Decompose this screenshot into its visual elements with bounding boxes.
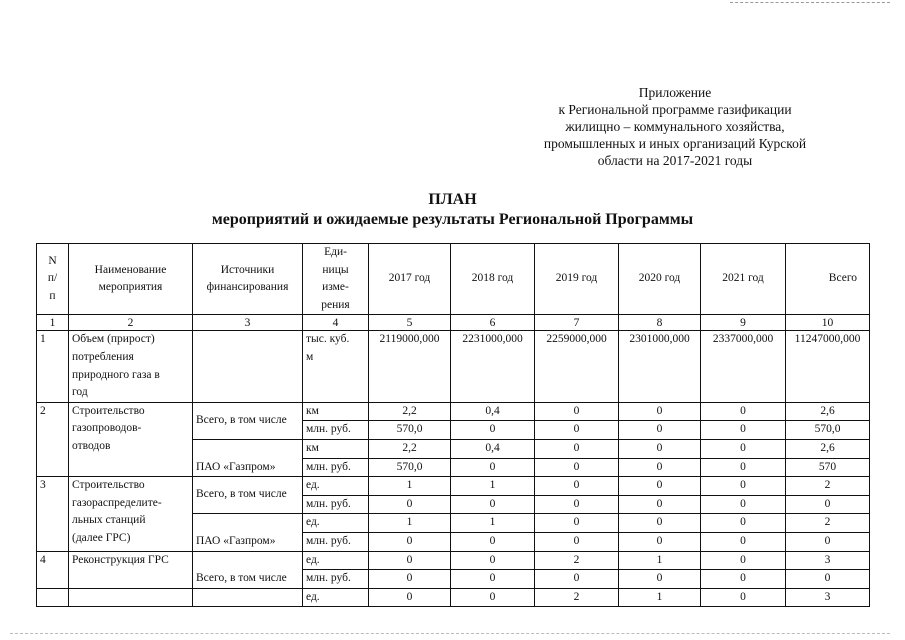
appendix-line: области на 2017-2021 годы [597, 153, 753, 168]
value-cell: 0,4 [451, 439, 535, 458]
value-cell: 0 [619, 421, 701, 440]
col-number: 9 [701, 315, 786, 331]
value-cell: 0 [619, 495, 701, 514]
value-cell: 0 [535, 495, 619, 514]
value-cell: 0 [535, 477, 619, 496]
value-cell: 570,0 [369, 421, 451, 440]
value-cell: 2 [786, 477, 870, 496]
row-unit: ед. [303, 588, 369, 607]
value-cell: 0 [619, 532, 701, 551]
row-name: Реконструкция ГРС [69, 551, 193, 588]
value-cell: 2259000,000 [535, 331, 619, 402]
row-name: Строительство газораспределите- льных станций (далее ГРС) [69, 477, 193, 551]
value-cell: 2,2 [369, 439, 451, 458]
row-name [69, 588, 193, 607]
row-source-all: Всего, в том числе [193, 477, 303, 514]
value-cell: 0 [535, 532, 619, 551]
table-row [37, 551, 870, 570]
value-cell: 0 [786, 570, 870, 589]
table-row [37, 477, 870, 496]
value-cell: 0 [451, 588, 535, 607]
value-cell: 0 [701, 514, 786, 533]
plan-table [36, 243, 870, 607]
row-num: 3 [37, 477, 69, 551]
row-unit: ед. [303, 514, 369, 533]
col-number: 7 [535, 315, 619, 331]
value-cell: 0 [619, 402, 701, 421]
row-unit: млн. руб. [303, 532, 369, 551]
col-number: 5 [369, 315, 451, 331]
value-cell: 0 [451, 421, 535, 440]
value-cell: 2 [535, 588, 619, 607]
value-cell: 0 [535, 402, 619, 421]
row-name: Объем (прирост) потребления природного газа в год [69, 331, 193, 402]
appendix-line: промышленных и иных организаций Курской [543, 136, 807, 151]
value-cell: 0 [786, 495, 870, 514]
header-2017: 2017 год [369, 244, 451, 315]
value-cell: 0 [701, 439, 786, 458]
bottom-dashed-line [10, 633, 890, 634]
title-line: ПЛАН [428, 191, 477, 208]
row-num: 1 [37, 331, 69, 402]
row-unit: км [303, 439, 369, 458]
col-number: 3 [193, 315, 303, 331]
header-2019: 2019 год [535, 244, 619, 315]
value-cell: 0 [369, 551, 451, 570]
value-cell: 0 [451, 570, 535, 589]
value-cell: 1 [451, 477, 535, 496]
row-unit: ед. [303, 551, 369, 570]
value-cell: 570,0 [786, 421, 870, 440]
col-number: 10 [786, 315, 870, 331]
value-cell: 2119000,000 [369, 331, 451, 402]
value-cell: 0 [619, 439, 701, 458]
document-title [0, 190, 905, 230]
header-unit: Еди- ницы изме- рения [303, 244, 369, 315]
row-source-gazprom: ПАО «Газпром» [193, 514, 303, 551]
value-cell: 0 [451, 532, 535, 551]
header-source: Источники финансирования [193, 244, 303, 315]
value-cell: 1 [619, 551, 701, 570]
top-dashed-line [730, 2, 890, 3]
value-cell: 0 [451, 495, 535, 514]
value-cell: 0 [369, 495, 451, 514]
value-cell: 2337000,000 [701, 331, 786, 402]
value-cell: 0 [619, 514, 701, 533]
value-cell: 0 [535, 458, 619, 477]
header-2020: 2020 год [619, 244, 701, 315]
value-cell: 0 [535, 514, 619, 533]
value-cell: 570,0 [369, 458, 451, 477]
col-number: 8 [619, 315, 701, 331]
table-row [37, 402, 870, 421]
header-2018: 2018 год [451, 244, 535, 315]
value-cell: 0 [701, 477, 786, 496]
appendix-line: к Региональной программе газификации [558, 102, 792, 117]
row-source [193, 588, 303, 607]
title-line: мероприятий и ожидаемые результаты Региональной Программы [211, 211, 694, 228]
value-cell: 0 [619, 477, 701, 496]
value-cell: 0,4 [451, 402, 535, 421]
value-cell: 0 [701, 495, 786, 514]
row-name: Строительство газопроводов- отводов [69, 402, 193, 476]
row-unit: км [303, 402, 369, 421]
appendix-block [520, 84, 830, 169]
value-cell: 0 [451, 551, 535, 570]
value-cell: 0 [701, 588, 786, 607]
value-cell: 1 [369, 514, 451, 533]
row-source-all: Всего, в том числе [193, 551, 303, 588]
value-cell: 2 [786, 514, 870, 533]
value-cell: 0 [701, 421, 786, 440]
value-cell: 0 [535, 421, 619, 440]
value-cell: 0 [619, 458, 701, 477]
header-row [37, 244, 870, 315]
value-cell: 2301000,000 [619, 331, 701, 402]
value-cell: 2 [535, 551, 619, 570]
row-num [37, 588, 69, 607]
value-cell: 0 [451, 458, 535, 477]
row-num: 2 [37, 402, 69, 476]
table-row [37, 331, 870, 402]
value-cell: 0 [701, 402, 786, 421]
value-cell: 1 [369, 477, 451, 496]
header-name: Наименование мероприятия [69, 244, 193, 315]
appendix-line: жилищно – коммунального хозяйства, [565, 119, 785, 134]
value-cell: 3 [786, 551, 870, 570]
col-number: 1 [37, 315, 69, 331]
value-cell: 2,6 [786, 402, 870, 421]
row-unit: млн. руб. [303, 458, 369, 477]
column-number-row [37, 315, 870, 331]
col-number: 2 [69, 315, 193, 331]
row-unit: млн. руб. [303, 570, 369, 589]
value-cell: 0 [701, 532, 786, 551]
value-cell: 0 [369, 570, 451, 589]
value-cell: 0 [535, 439, 619, 458]
value-cell: 570 [786, 458, 870, 477]
header-num: N п/ п [37, 244, 69, 315]
header-2021: 2021 год [701, 244, 786, 315]
value-cell: 11247000,000 [786, 331, 870, 402]
row-unit: млн. руб. [303, 495, 369, 514]
value-cell: 0 [369, 532, 451, 551]
value-cell: 0 [701, 458, 786, 477]
value-cell: 2,6 [786, 439, 870, 458]
value-cell: 0 [535, 570, 619, 589]
row-unit: млн. руб. [303, 421, 369, 440]
value-cell: 3 [786, 588, 870, 607]
value-cell: 0 [369, 588, 451, 607]
row-num: 4 [37, 551, 69, 588]
value-cell: 1 [451, 514, 535, 533]
value-cell: 1 [619, 588, 701, 607]
header-total: Всего [786, 244, 870, 315]
table-row [37, 588, 870, 607]
row-source-gazprom: ПАО «Газпром» [193, 439, 303, 476]
value-cell: 0 [786, 532, 870, 551]
value-cell: 2,2 [369, 402, 451, 421]
value-cell: 2231000,000 [451, 331, 535, 402]
col-number: 4 [303, 315, 369, 331]
value-cell: 0 [619, 570, 701, 589]
row-source [193, 331, 303, 402]
row-unit: ед. [303, 477, 369, 496]
appendix-line: Приложение [638, 85, 712, 100]
row-unit: тыс. куб. м [303, 331, 369, 402]
value-cell: 0 [701, 570, 786, 589]
value-cell: 0 [701, 551, 786, 570]
col-number: 6 [451, 315, 535, 331]
row-source-all: Всего, в том числе [193, 402, 303, 439]
